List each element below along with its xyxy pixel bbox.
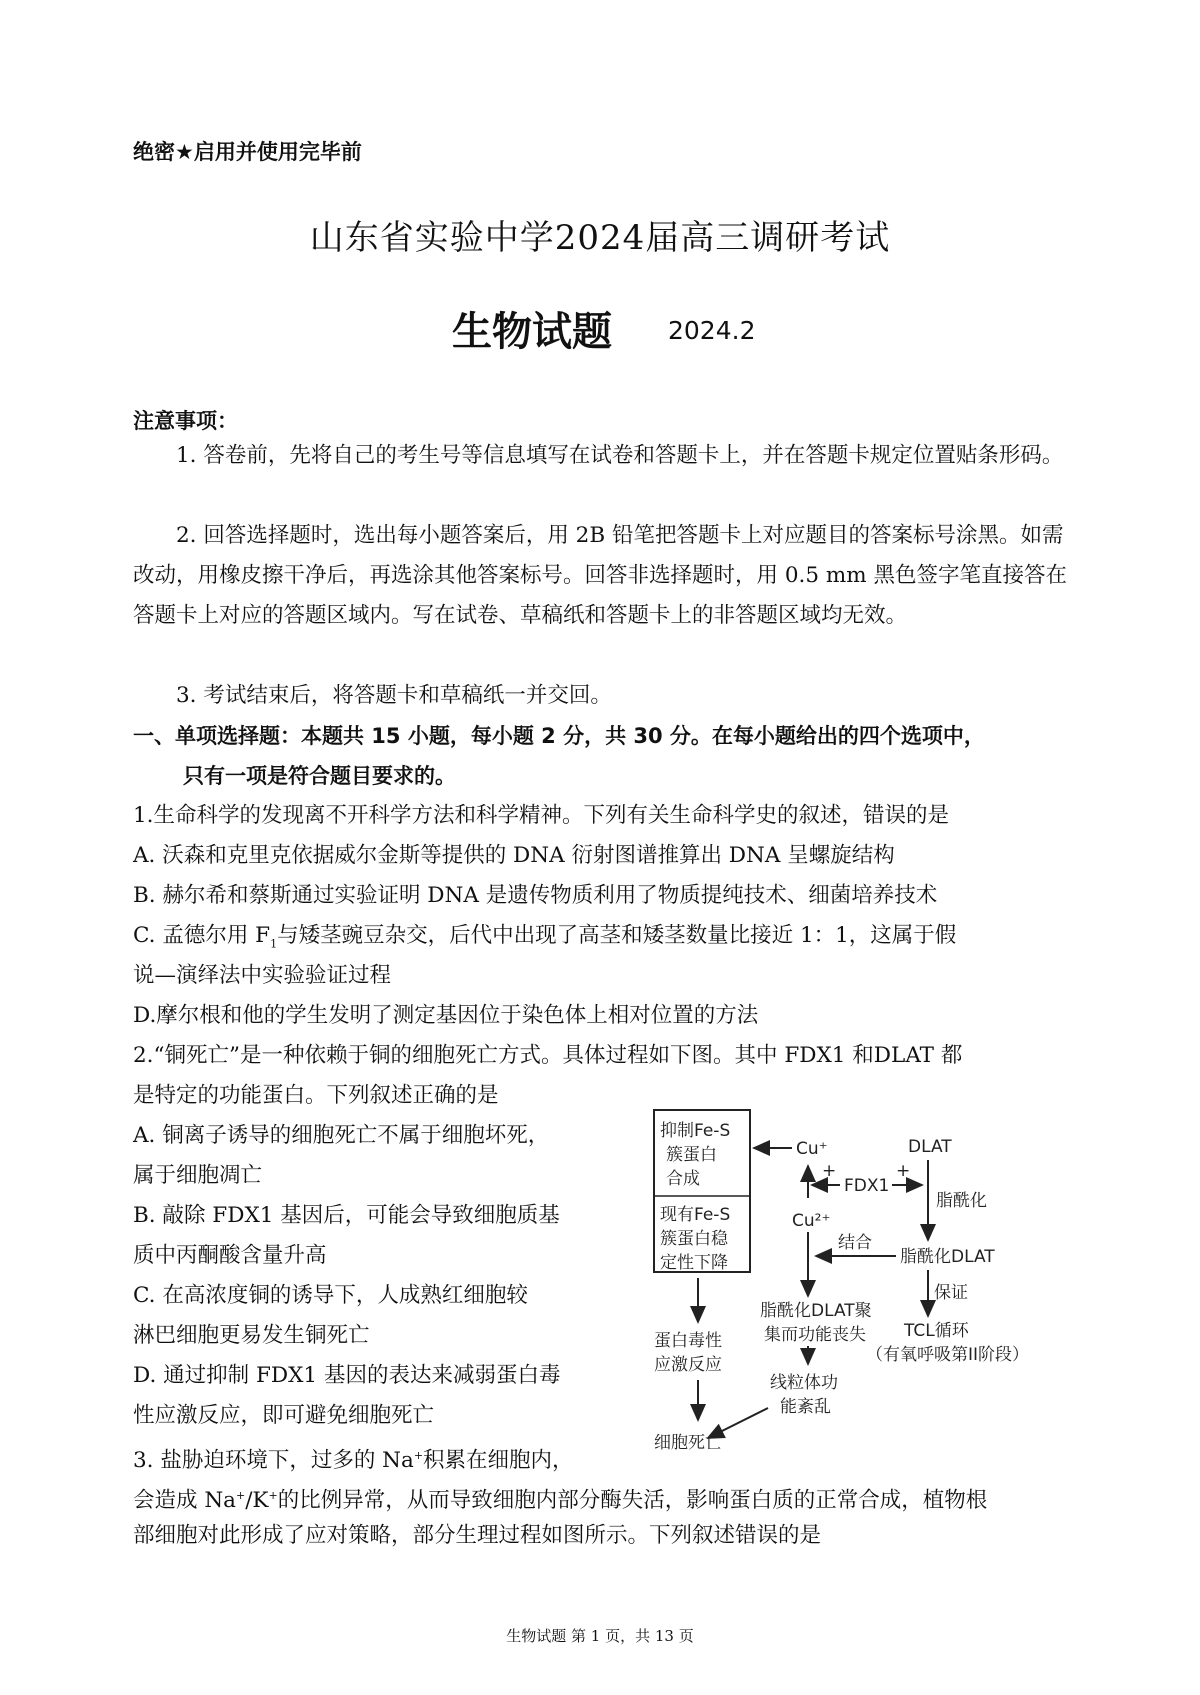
section-heading-line1: 一、单项选择题：本题共 15 小题，每小题 2 分，共 30 分。在每小题给出的四个选项中， (133, 724, 985, 748)
section-heading (133, 716, 1083, 796)
dlat-label: DLAT (908, 1137, 952, 1157)
q1-option-a: A. 沃森和克里克依据威尔金斯等提供的 DNA 衍射图谱推算出 DNA 呈螺旋结构 (133, 843, 895, 868)
cu-plus-label: Cu⁺ (796, 1139, 828, 1159)
na-superscript: + (235, 1489, 246, 1502)
q3-line2-part2: /K (245, 1488, 269, 1514)
mito-line2: 能紊乱 (780, 1397, 831, 1417)
q3-line2 (133, 1476, 987, 1521)
tcl-note: （有氧呼吸第II阶段） (866, 1345, 1030, 1365)
ensure-label: 保证 (934, 1283, 968, 1303)
exam-title: 山东省实验中学2024届高三调研考试 (309, 218, 891, 258)
q2-option-c-cont: 淋巴细胞更易发生铜死亡 (133, 1323, 370, 1348)
stress-line1: 蛋白毒性 (654, 1331, 722, 1351)
section-heading-line2: 只有一项是符合题目要求的。 (183, 764, 456, 788)
q2-option-b: B. 敲除 FDX1 基因后，可能会导致细胞质基 (133, 1203, 560, 1228)
f1-subscript: 1 (270, 937, 278, 951)
cuproptosis-diagram (640, 1090, 1090, 1470)
k-superscript: + (268, 1489, 278, 1502)
q2-option-c: C. 在高浓度铜的诱导下，人成熟红细胞较 (133, 1283, 528, 1308)
plus-sign-right: + (896, 1161, 911, 1181)
confidential-label: 绝密★启用并使用完毕前 (133, 140, 362, 164)
mito-line1: 线粒体功 (770, 1373, 838, 1393)
cu2-plus-label: Cu²⁺ (792, 1211, 831, 1231)
box1-line1: 抑制Fe-S (660, 1121, 731, 1141)
box1-line3: 合成 (666, 1169, 700, 1189)
q2-stem-line2: 是特定的功能蛋白。下列叙述正确的是 (133, 1083, 499, 1108)
q3-line3: 部细胞对此形成了应对策略，部分生理过程如图所示。下列叙述错误的是 (133, 1523, 822, 1548)
acylation-label: 脂酰化 (936, 1191, 987, 1211)
q2-option-a: A. 铜离子诱导的细胞死亡不属于细胞坏死， (133, 1123, 550, 1148)
notice-heading: 注意事项： (133, 409, 238, 433)
binding-label: 结合 (838, 1233, 872, 1253)
box2-line1: 现有Fe-S (660, 1205, 731, 1225)
q3-line2-part3: 的比例异常，从而导致细胞内部分酶失活，影响蛋白质的正常合成，植物根 (277, 1488, 988, 1514)
agg-line1: 脂酰化DLAT聚 (760, 1301, 872, 1321)
q3-line2-part1: 会造成 Na (133, 1488, 236, 1514)
q1-option-b: B. 赫尔希和蔡斯通过实验证明 DNA 是遗传物质利用了物质提纯技术、细菌培养技术 (133, 883, 938, 908)
subject-title: 生物试题 (452, 309, 612, 355)
box1-line2: 簇蛋白 (666, 1145, 717, 1165)
q1-option-d: D.摩尔根和他的学生发明了测定基因位于染色体上相对位置的方法 (133, 1003, 759, 1028)
q3-line1-part2: 积累在细胞内， (423, 1448, 574, 1474)
diagram-svg (640, 1090, 1090, 1470)
q2-option-a-cont: 属于细胞凋亡 (133, 1163, 263, 1188)
agg-line2: 集而功能丧失 (764, 1325, 866, 1345)
q1-option-c-cont: 说—演绎法中实验验证过程 (133, 963, 392, 988)
q2-option-d: D. 通过抑制 FDX1 基因的表达来减弱蛋白毒 (133, 1363, 561, 1388)
fdx1-label: FDX1 (844, 1176, 890, 1196)
exam-date: 2024.2 (668, 316, 756, 345)
q2-option-b-cont: 质中丙酮酸含量升高 (133, 1243, 327, 1268)
q1-option-c-part1: C. 孟德尔用 F (133, 923, 271, 948)
notice-item: 2. 回答选择题时，选出每小题答案后，用 2B 铅笔把答题卡上对应题目的答案标号涂黑。如需改动，用橡皮擦干净后，再选涂其他答案标号。回答非选择题时，用 0.5 mm 黑色签字笔直接答在答题卡上对应的答题区域内。写在试卷、草稿纸和答题卡上的非答题区域均无效。 (133, 523, 1067, 628)
q3-line1 (133, 1436, 574, 1481)
plus-sign-left: + (822, 1161, 837, 1181)
q2-stem-line1: 2.“铜死亡”是一种依赖于铜的细胞死亡方式。具体过程如下图。其中 FDX1 和DLAT 都 (133, 1043, 963, 1068)
q2-option-d-cont: 性应激反应，即可避免细胞死亡 (133, 1403, 435, 1428)
q3-line1-part1: 3. 盐胁迫环境下，过多的 Na (133, 1448, 414, 1474)
q1-option-c-part2: 与矮茎豌豆杂交，后代中出现了高茎和矮茎数量比接近 1：1，这属于假 (277, 923, 957, 948)
acyl-dlat-label: 脂酰化DLAT (900, 1247, 995, 1267)
notice-item: 3. 考试结束后，将答题卡和草稿纸一并交回。 (176, 683, 612, 708)
q1-stem: 1.生命科学的发现离不开科学方法和科学精神。下列有关生命科学史的叙述，错误的是 (133, 803, 950, 828)
box2-line2: 簇蛋白稳 (660, 1229, 728, 1249)
cell-death-label: 细胞死亡 (654, 1433, 722, 1453)
notice-item: 1. 答卷前，先将自己的考生号等信息填写在试卷和答题卡上，并在答题卡规定位置贴条形码。 (176, 443, 1064, 468)
stress-line2: 应激反应 (654, 1355, 722, 1375)
page-footer: 生物试题 第 1 页，共 13 页 (506, 1627, 694, 1645)
na-superscript: + (413, 1449, 424, 1462)
tcl-label: TCL循环 (904, 1321, 969, 1341)
box2-line3: 定性下降 (660, 1253, 728, 1273)
